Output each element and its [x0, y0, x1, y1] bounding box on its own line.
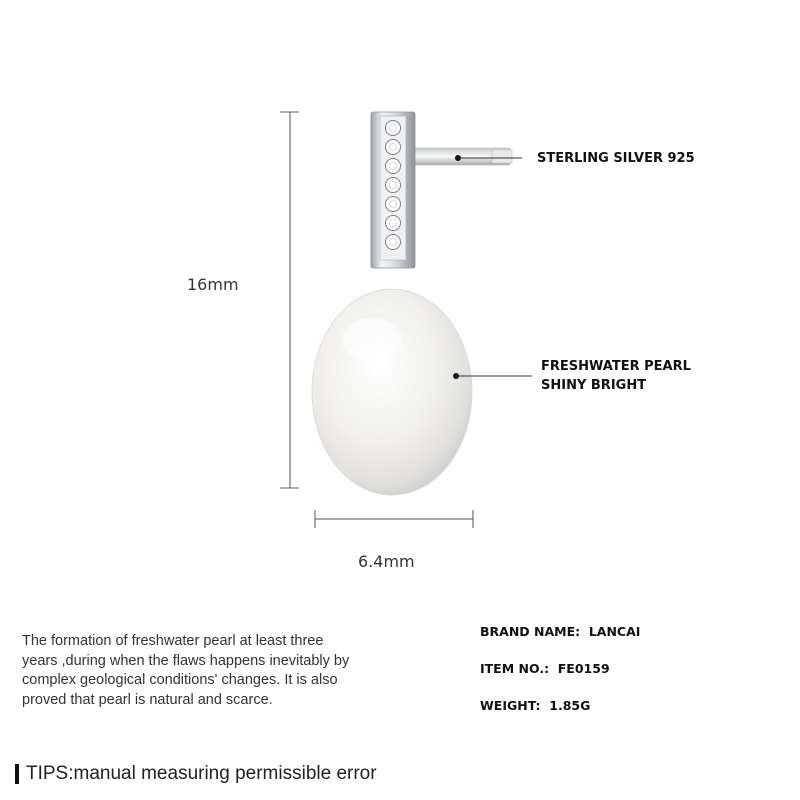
- description-line: complex geological conditions' changes. It is also: [22, 672, 338, 688]
- tips-marker: [15, 764, 19, 784]
- description-line: proved that pearl is natural and scarce.: [22, 691, 273, 708]
- height-dimension-line: [280, 112, 299, 488]
- earring-post: [414, 148, 512, 165]
- width-label: 6.4mm: [358, 552, 415, 571]
- pearl-callout: [541, 357, 691, 395]
- tips-text: TIPS:manual measuring permissible error: [26, 763, 377, 784]
- brand-name: BRAND NAME: LANCAI: [480, 624, 641, 639]
- pearl-callout-line1: FRESHWATER PEARL: [541, 359, 691, 374]
- material-callout: STERLING SILVER 925: [537, 151, 695, 166]
- item-number: ITEM NO.: FE0159: [480, 661, 610, 676]
- pearl-callout-line2: SHINY BRIGHT: [541, 378, 647, 393]
- height-label: 16mm: [187, 275, 239, 294]
- description-line: years ,during when the flaws happens inevitably by: [22, 652, 350, 669]
- width-dimension-line: [315, 510, 473, 528]
- pearl: [312, 289, 472, 495]
- weight: WEIGHT: 1.85G: [480, 698, 591, 713]
- description-line: The formation of freshwater pearl at least three: [22, 633, 324, 649]
- product-description: [22, 632, 382, 710]
- silver-bar: [371, 112, 415, 268]
